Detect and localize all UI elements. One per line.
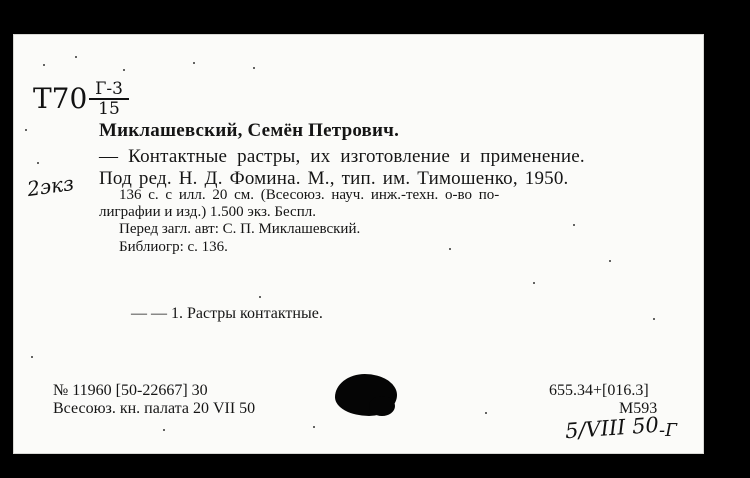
- footer-chamber-stamp: Всесоюз. кн. палата 20 VII 50: [53, 400, 256, 417]
- speck: [609, 260, 611, 262]
- call-number-main: T70: [33, 82, 88, 115]
- call-number-fraction-bottom: 15: [98, 99, 120, 119]
- description-line-1: 136 с. с илл. 20 см. (Всесоюз. науч. инж.-техн. о-во по-: [119, 187, 500, 203]
- title-line-1: — Контактные растры, их изготовление и применение.: [99, 146, 585, 167]
- handwritten-date: 5/VIII 50: [564, 412, 660, 444]
- author-heading: Миклашевский, Семён Петрович.: [99, 120, 400, 141]
- speck: [485, 412, 487, 414]
- speck: [123, 69, 125, 71]
- catalog-card: [13, 34, 704, 454]
- handwritten-mark: -Г: [659, 420, 677, 441]
- speck: [37, 162, 39, 164]
- speck: [193, 62, 195, 64]
- speck: [313, 426, 315, 428]
- call-number: [33, 82, 87, 115]
- speck: [533, 282, 535, 284]
- description-line-4: Библиогр: с. 136.: [119, 239, 228, 255]
- speck: [163, 429, 165, 431]
- speck: [43, 64, 45, 66]
- speck: [653, 318, 655, 320]
- speck: [253, 67, 255, 69]
- call-number-fraction: [89, 80, 129, 118]
- description-line-3: Перед загл. авт: С. П. Миклашевский.: [119, 221, 361, 237]
- call-number-fraction-top: Г-3: [89, 80, 129, 100]
- classification-code: 655.34+[016.3]: [549, 382, 649, 399]
- speck: [75, 56, 77, 58]
- title-line-2: Под ред. Н. Д. Фомина. М., тип. им. Тимошенко, 1950.: [99, 168, 569, 189]
- subject-heading: — — 1. Растры контактные.: [131, 305, 323, 322]
- speck: [449, 248, 451, 250]
- speck: [573, 224, 575, 226]
- ink-blot: [335, 374, 397, 416]
- margin-mark: 2экз: [25, 170, 76, 202]
- speck: [31, 356, 33, 358]
- speck: [259, 296, 261, 298]
- footer-record-number: № 11960 [50-22667] 30: [53, 382, 208, 399]
- speck: [25, 129, 27, 131]
- description-line-2: лиграфии и изд.) 1.500 экз. Беспл.: [99, 204, 316, 220]
- author-mark: М593: [619, 400, 658, 417]
